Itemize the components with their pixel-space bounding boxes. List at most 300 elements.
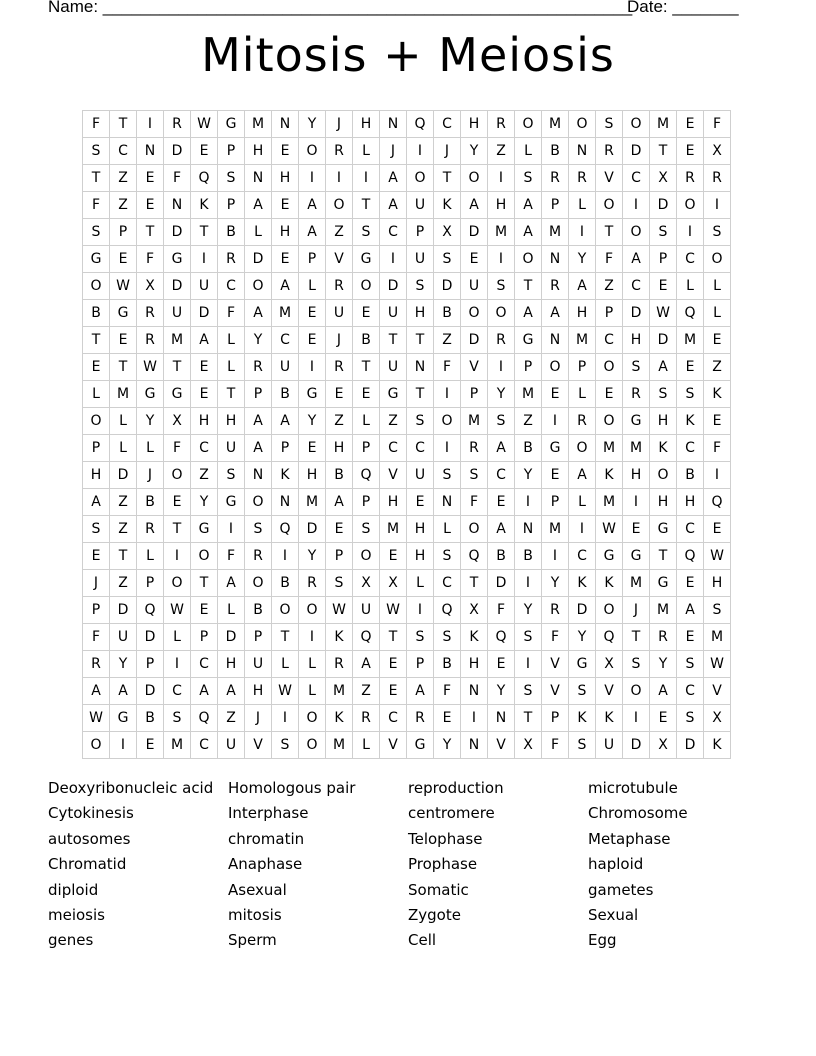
grid-cell[interactable]: T [218,381,245,408]
grid-cell[interactable]: J [326,327,353,354]
grid-cell[interactable]: L [218,597,245,624]
grid-cell[interactable]: A [515,300,542,327]
grid-cell[interactable]: X [596,651,623,678]
grid-cell[interactable]: S [353,516,380,543]
grid-cell[interactable]: A [569,462,596,489]
grid-cell[interactable]: R [569,165,596,192]
grid-cell[interactable]: J [623,597,650,624]
grid-cell[interactable]: Y [299,408,326,435]
grid-cell[interactable]: I [515,489,542,516]
grid-cell[interactable]: D [110,462,137,489]
grid-cell[interactable]: O [164,462,191,489]
grid-cell[interactable]: W [164,597,191,624]
grid-cell[interactable]: X [650,732,677,759]
grid-cell[interactable]: Y [488,678,515,705]
grid-cell[interactable]: H [623,327,650,354]
grid-cell[interactable]: I [299,165,326,192]
grid-cell[interactable]: R [542,273,569,300]
grid-cell[interactable]: M [245,111,272,138]
grid-cell[interactable]: C [677,516,704,543]
grid-cell[interactable]: I [110,732,137,759]
grid-cell[interactable]: M [677,327,704,354]
grid-cell[interactable]: Q [461,543,488,570]
grid-cell[interactable]: Z [326,408,353,435]
grid-cell[interactable]: S [677,381,704,408]
grid-cell[interactable]: O [299,138,326,165]
grid-cell[interactable]: R [137,327,164,354]
grid-cell[interactable]: O [569,111,596,138]
grid-cell[interactable]: Y [515,462,542,489]
grid-cell[interactable]: I [569,219,596,246]
grid-cell[interactable]: U [407,462,434,489]
grid-cell[interactable]: Q [488,624,515,651]
grid-cell[interactable]: P [299,246,326,273]
grid-cell[interactable]: Q [434,597,461,624]
grid-cell[interactable]: B [353,327,380,354]
grid-cell[interactable]: K [596,705,623,732]
grid-cell[interactable]: E [137,732,164,759]
grid-cell[interactable]: G [650,516,677,543]
grid-cell[interactable]: G [569,651,596,678]
grid-cell[interactable]: N [488,705,515,732]
grid-cell[interactable]: F [542,732,569,759]
grid-cell[interactable]: P [542,192,569,219]
grid-cell[interactable]: O [596,408,623,435]
grid-cell[interactable]: R [353,705,380,732]
grid-cell[interactable]: I [542,408,569,435]
grid-cell[interactable]: Q [677,300,704,327]
grid-cell[interactable]: J [245,705,272,732]
grid-cell[interactable]: Z [515,408,542,435]
grid-cell[interactable]: G [218,489,245,516]
grid-cell[interactable]: H [650,489,677,516]
grid-cell[interactable]: Q [677,543,704,570]
grid-cell[interactable]: A [299,192,326,219]
grid-cell[interactable]: G [380,381,407,408]
grid-cell[interactable]: O [83,732,110,759]
grid-cell[interactable]: L [704,300,731,327]
grid-cell[interactable]: U [596,732,623,759]
grid-cell[interactable]: D [488,570,515,597]
grid-cell[interactable]: R [461,435,488,462]
grid-cell[interactable]: I [488,246,515,273]
grid-cell[interactable]: J [434,138,461,165]
grid-cell[interactable]: Y [299,543,326,570]
grid-cell[interactable]: O [704,246,731,273]
grid-cell[interactable]: E [272,192,299,219]
grid-cell[interactable]: O [245,570,272,597]
grid-cell[interactable]: D [623,732,650,759]
grid-cell[interactable]: W [110,273,137,300]
grid-cell[interactable]: X [353,570,380,597]
grid-cell[interactable]: A [272,273,299,300]
grid-cell[interactable]: L [407,570,434,597]
grid-cell[interactable]: D [434,273,461,300]
grid-cell[interactable]: C [623,165,650,192]
grid-cell[interactable]: P [542,489,569,516]
grid-cell[interactable]: O [353,273,380,300]
grid-cell[interactable]: P [137,651,164,678]
grid-cell[interactable]: G [407,732,434,759]
grid-cell[interactable]: M [488,219,515,246]
grid-cell[interactable]: R [623,381,650,408]
grid-cell[interactable]: N [272,111,299,138]
grid-cell[interactable]: C [623,273,650,300]
grid-cell[interactable]: X [704,138,731,165]
grid-cell[interactable]: H [299,462,326,489]
grid-cell[interactable]: E [677,570,704,597]
grid-cell[interactable]: K [569,705,596,732]
grid-cell[interactable]: H [272,219,299,246]
grid-cell[interactable]: L [299,651,326,678]
grid-cell[interactable]: L [434,516,461,543]
grid-cell[interactable]: L [353,138,380,165]
grid-cell[interactable]: T [380,624,407,651]
grid-cell[interactable]: R [407,705,434,732]
grid-cell[interactable]: T [83,327,110,354]
grid-cell[interactable]: K [461,624,488,651]
grid-cell[interactable]: T [110,543,137,570]
grid-cell[interactable]: D [461,327,488,354]
grid-cell[interactable]: F [704,435,731,462]
grid-cell[interactable]: D [137,624,164,651]
grid-cell[interactable]: Z [110,165,137,192]
grid-cell[interactable]: E [272,138,299,165]
grid-cell[interactable]: Z [488,138,515,165]
grid-cell[interactable]: H [218,408,245,435]
grid-cell[interactable]: E [191,381,218,408]
grid-cell[interactable]: R [677,165,704,192]
grid-cell[interactable]: O [245,273,272,300]
grid-cell[interactable]: M [596,435,623,462]
grid-cell[interactable]: K [569,570,596,597]
grid-cell[interactable]: L [164,624,191,651]
grid-cell[interactable]: O [83,273,110,300]
grid-cell[interactable]: M [164,327,191,354]
grid-cell[interactable]: U [461,273,488,300]
grid-cell[interactable]: R [326,138,353,165]
grid-cell[interactable]: S [677,651,704,678]
grid-cell[interactable]: C [380,705,407,732]
grid-cell[interactable]: E [353,300,380,327]
grid-cell[interactable]: O [461,165,488,192]
grid-cell[interactable]: R [137,300,164,327]
grid-cell[interactable]: U [191,273,218,300]
grid-cell[interactable]: X [650,165,677,192]
grid-cell[interactable]: B [272,381,299,408]
grid-cell[interactable]: H [407,300,434,327]
grid-cell[interactable]: R [488,327,515,354]
grid-cell[interactable]: H [191,408,218,435]
grid-cell[interactable]: T [110,111,137,138]
grid-cell[interactable]: E [461,246,488,273]
grid-cell[interactable]: L [110,435,137,462]
grid-cell[interactable]: M [704,624,731,651]
grid-cell[interactable]: M [623,570,650,597]
grid-cell[interactable]: E [407,489,434,516]
grid-cell[interactable]: D [623,138,650,165]
grid-cell[interactable]: W [83,705,110,732]
grid-cell[interactable]: R [299,570,326,597]
grid-cell[interactable]: Q [137,597,164,624]
grid-cell[interactable]: C [434,570,461,597]
grid-cell[interactable]: S [353,219,380,246]
grid-cell[interactable]: R [245,543,272,570]
grid-cell[interactable]: L [272,651,299,678]
grid-cell[interactable]: P [245,624,272,651]
grid-cell[interactable]: H [623,462,650,489]
grid-cell[interactable]: D [650,327,677,354]
grid-cell[interactable]: L [299,678,326,705]
grid-cell[interactable]: S [407,624,434,651]
grid-cell[interactable]: E [704,516,731,543]
grid-cell[interactable]: A [218,678,245,705]
grid-cell[interactable]: A [299,219,326,246]
grid-cell[interactable]: Z [110,192,137,219]
grid-cell[interactable]: I [407,597,434,624]
grid-cell[interactable]: R [596,138,623,165]
grid-cell[interactable]: E [83,354,110,381]
grid-cell[interactable]: W [137,354,164,381]
grid-cell[interactable]: S [488,408,515,435]
grid-cell[interactable]: O [245,489,272,516]
grid-cell[interactable]: N [542,327,569,354]
grid-cell[interactable]: H [704,570,731,597]
grid-cell[interactable]: H [380,489,407,516]
grid-cell[interactable]: S [407,408,434,435]
grid-cell[interactable]: I [218,516,245,543]
grid-cell[interactable]: I [434,381,461,408]
grid-cell[interactable]: P [326,543,353,570]
grid-cell[interactable]: T [164,516,191,543]
grid-cell[interactable]: T [191,570,218,597]
grid-cell[interactable]: Q [191,165,218,192]
grid-cell[interactable]: O [515,111,542,138]
grid-cell[interactable]: M [380,516,407,543]
grid-cell[interactable]: Z [353,678,380,705]
grid-cell[interactable]: R [542,597,569,624]
grid-cell[interactable]: X [434,219,461,246]
grid-cell[interactable]: X [515,732,542,759]
grid-cell[interactable]: B [677,462,704,489]
grid-cell[interactable]: A [353,651,380,678]
grid-cell[interactable]: N [542,246,569,273]
grid-cell[interactable]: J [137,462,164,489]
grid-cell[interactable]: X [164,408,191,435]
grid-cell[interactable]: D [677,732,704,759]
grid-cell[interactable]: I [191,246,218,273]
grid-cell[interactable]: Z [704,354,731,381]
grid-cell[interactable]: O [299,597,326,624]
grid-cell[interactable]: A [515,192,542,219]
grid-cell[interactable]: P [218,138,245,165]
grid-cell[interactable]: I [515,651,542,678]
grid-cell[interactable]: X [704,705,731,732]
grid-cell[interactable]: E [326,381,353,408]
grid-cell[interactable]: S [407,273,434,300]
grid-cell[interactable]: O [623,219,650,246]
grid-cell[interactable]: N [515,516,542,543]
grid-cell[interactable]: R [137,516,164,543]
grid-cell[interactable]: F [704,111,731,138]
grid-cell[interactable]: P [191,624,218,651]
grid-cell[interactable]: K [326,705,353,732]
grid-cell[interactable]: E [704,408,731,435]
grid-cell[interactable]: U [245,651,272,678]
grid-cell[interactable]: S [677,705,704,732]
grid-cell[interactable]: S [623,354,650,381]
grid-cell[interactable]: O [164,570,191,597]
grid-cell[interactable]: P [137,570,164,597]
grid-cell[interactable]: C [191,435,218,462]
grid-cell[interactable]: E [191,138,218,165]
grid-cell[interactable]: O [191,543,218,570]
grid-cell[interactable]: O [596,192,623,219]
grid-cell[interactable]: E [677,111,704,138]
grid-cell[interactable]: S [434,462,461,489]
grid-cell[interactable]: G [650,570,677,597]
grid-cell[interactable]: I [164,543,191,570]
grid-cell[interactable]: S [434,543,461,570]
grid-cell[interactable]: M [164,732,191,759]
grid-cell[interactable]: F [488,597,515,624]
grid-cell[interactable]: E [488,489,515,516]
grid-cell[interactable]: G [515,327,542,354]
grid-cell[interactable]: C [596,327,623,354]
grid-cell[interactable]: S [650,381,677,408]
grid-cell[interactable]: S [83,138,110,165]
grid-cell[interactable]: S [623,651,650,678]
grid-cell[interactable]: H [407,516,434,543]
grid-cell[interactable]: U [164,300,191,327]
grid-cell[interactable]: Y [191,489,218,516]
grid-cell[interactable]: O [326,192,353,219]
grid-cell[interactable]: G [299,381,326,408]
grid-cell[interactable]: N [434,489,461,516]
grid-cell[interactable]: O [596,597,623,624]
grid-cell[interactable]: Z [326,219,353,246]
grid-cell[interactable]: I [299,624,326,651]
grid-cell[interactable]: O [542,354,569,381]
grid-cell[interactable]: B [515,435,542,462]
grid-cell[interactable]: L [353,732,380,759]
grid-cell[interactable]: A [623,246,650,273]
grid-cell[interactable]: V [380,732,407,759]
grid-cell[interactable]: V [542,651,569,678]
grid-cell[interactable]: G [83,246,110,273]
grid-cell[interactable]: E [623,516,650,543]
grid-cell[interactable]: G [542,435,569,462]
grid-cell[interactable]: V [596,165,623,192]
grid-cell[interactable]: C [677,678,704,705]
grid-cell[interactable]: U [380,300,407,327]
grid-cell[interactable]: Q [272,516,299,543]
grid-cell[interactable]: N [380,111,407,138]
grid-cell[interactable]: T [83,165,110,192]
grid-cell[interactable]: T [191,219,218,246]
grid-cell[interactable]: S [515,624,542,651]
grid-cell[interactable]: Y [488,381,515,408]
grid-cell[interactable]: N [569,138,596,165]
grid-cell[interactable]: K [191,192,218,219]
grid-cell[interactable]: C [569,543,596,570]
grid-cell[interactable]: H [245,678,272,705]
grid-cell[interactable]: B [434,300,461,327]
grid-cell[interactable]: U [272,354,299,381]
grid-cell[interactable]: E [434,705,461,732]
grid-cell[interactable]: U [407,192,434,219]
grid-cell[interactable]: I [569,516,596,543]
grid-cell[interactable]: L [137,543,164,570]
grid-cell[interactable]: S [569,678,596,705]
grid-cell[interactable]: F [218,300,245,327]
grid-cell[interactable]: Q [704,489,731,516]
grid-cell[interactable]: L [83,381,110,408]
grid-cell[interactable]: D [623,300,650,327]
grid-cell[interactable]: H [461,111,488,138]
grid-cell[interactable]: Y [434,732,461,759]
grid-cell[interactable]: A [245,408,272,435]
grid-cell[interactable]: U [218,732,245,759]
grid-cell[interactable]: T [407,327,434,354]
grid-cell[interactable]: S [569,732,596,759]
grid-cell[interactable]: U [326,300,353,327]
grid-cell[interactable]: D [164,219,191,246]
grid-cell[interactable]: Z [596,273,623,300]
grid-cell[interactable]: T [515,705,542,732]
grid-cell[interactable]: L [218,327,245,354]
grid-cell[interactable]: R [326,651,353,678]
grid-cell[interactable]: G [164,246,191,273]
grid-cell[interactable]: C [434,111,461,138]
grid-cell[interactable]: M [326,678,353,705]
grid-cell[interactable]: D [650,192,677,219]
grid-cell[interactable]: P [542,705,569,732]
grid-cell[interactable]: D [164,273,191,300]
grid-cell[interactable]: K [434,192,461,219]
grid-cell[interactable]: F [434,354,461,381]
grid-cell[interactable]: Q [596,624,623,651]
grid-cell[interactable]: L [245,219,272,246]
grid-cell[interactable]: P [569,354,596,381]
grid-cell[interactable]: C [191,651,218,678]
grid-cell[interactable]: N [407,354,434,381]
grid-cell[interactable]: O [353,543,380,570]
grid-cell[interactable]: L [515,138,542,165]
grid-cell[interactable]: G [110,300,137,327]
grid-cell[interactable]: S [326,570,353,597]
grid-cell[interactable]: M [515,381,542,408]
grid-cell[interactable]: C [677,246,704,273]
grid-cell[interactable]: G [110,705,137,732]
grid-cell[interactable]: U [407,246,434,273]
grid-cell[interactable]: Z [110,489,137,516]
grid-cell[interactable]: M [461,408,488,435]
grid-cell[interactable]: P [110,219,137,246]
grid-cell[interactable]: X [137,273,164,300]
grid-cell[interactable]: K [596,570,623,597]
grid-cell[interactable]: S [515,165,542,192]
grid-cell[interactable]: H [83,462,110,489]
grid-cell[interactable]: H [407,543,434,570]
grid-cell[interactable]: C [218,273,245,300]
grid-cell[interactable]: E [83,543,110,570]
grid-cell[interactable]: R [650,624,677,651]
grid-cell[interactable]: S [461,462,488,489]
grid-cell[interactable]: A [677,597,704,624]
grid-cell[interactable]: P [461,381,488,408]
grid-cell[interactable]: B [488,543,515,570]
